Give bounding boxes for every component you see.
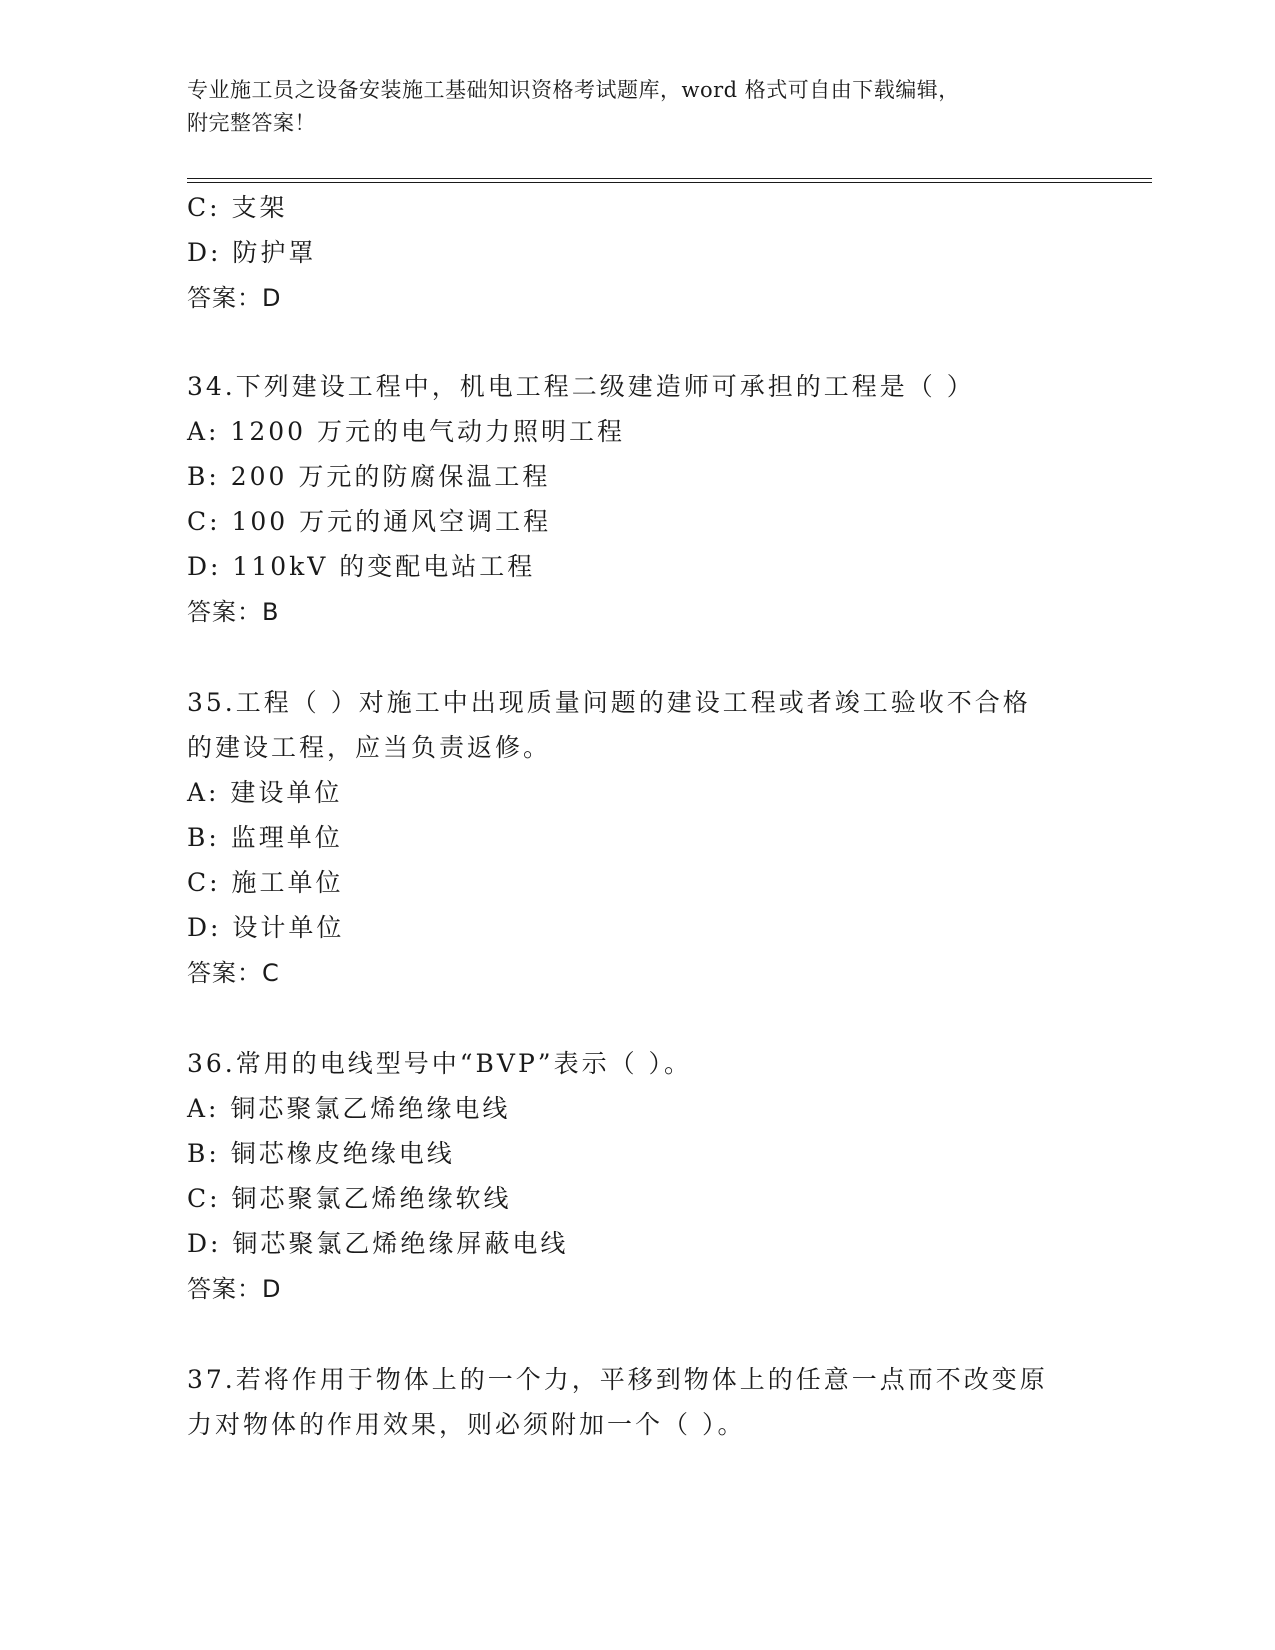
page-header (187, 74, 1067, 140)
q35-answer: 答案：C (187, 959, 280, 987)
header-line-2: 附完整答案！ (187, 111, 316, 135)
q36-option-c: C: 铜芯聚氯乙烯绝缘软线 (187, 1184, 512, 1213)
q34-option-b: B: 200 万元的防腐保温工程 (187, 462, 551, 491)
q33-option-c: C: 支架 (187, 193, 288, 222)
q34-answer: 答案：B (187, 598, 280, 626)
header-divider (187, 178, 1152, 183)
q37-stem-line-1: 37.若将作用于物体上的一个力，平移到物体上的任意一点而不改变原 (187, 1365, 1048, 1394)
header-line-1: 专业施工员之设备安装施工基础知识资格考试题库，word 格式可自由下载编辑， (187, 78, 960, 102)
q34-option-a: A: 1200 万元的电气动力照明工程 (187, 417, 625, 446)
q35-option-a: A: 建设单位 (187, 778, 343, 807)
q35-option-c: C: 施工单位 (187, 868, 344, 897)
q36-option-b: B: 铜芯橡皮绝缘电线 (187, 1139, 455, 1168)
q36-option-d: D: 铜芯聚氯乙烯绝缘屏蔽电线 (187, 1229, 569, 1258)
q35-option-d: D: 设计单位 (187, 913, 345, 942)
q35-option-b: B: 监理单位 (187, 823, 343, 852)
q35-stem-line-1: 35.工程（ ）对施工中出现质量问题的建设工程或者竣工验收不合格 (187, 688, 1031, 717)
q35-stem-line-2: 的建设工程，应当负责返修。 (187, 733, 552, 762)
q33-option-d: D: 防护罩 (187, 238, 317, 267)
q36-option-a: A: 铜芯聚氯乙烯绝缘电线 (187, 1094, 511, 1123)
q33-answer: 答案：D (187, 284, 282, 312)
q34-stem: 34.下列建设工程中，机电工程二级建造师可承担的工程是（ ） (187, 372, 975, 401)
q34-option-d: D: 110kV 的变配电站工程 (187, 552, 536, 581)
q36-answer: 答案：D (187, 1275, 282, 1303)
q36-stem: 36.常用的电线型号中“BVP”表示（ ）。 (187, 1049, 693, 1078)
q37-stem-line-2: 力对物体的作用效果，则必须附加一个（ ）。 (187, 1410, 746, 1439)
q34-option-c: C: 100 万元的通风空调工程 (187, 507, 552, 536)
